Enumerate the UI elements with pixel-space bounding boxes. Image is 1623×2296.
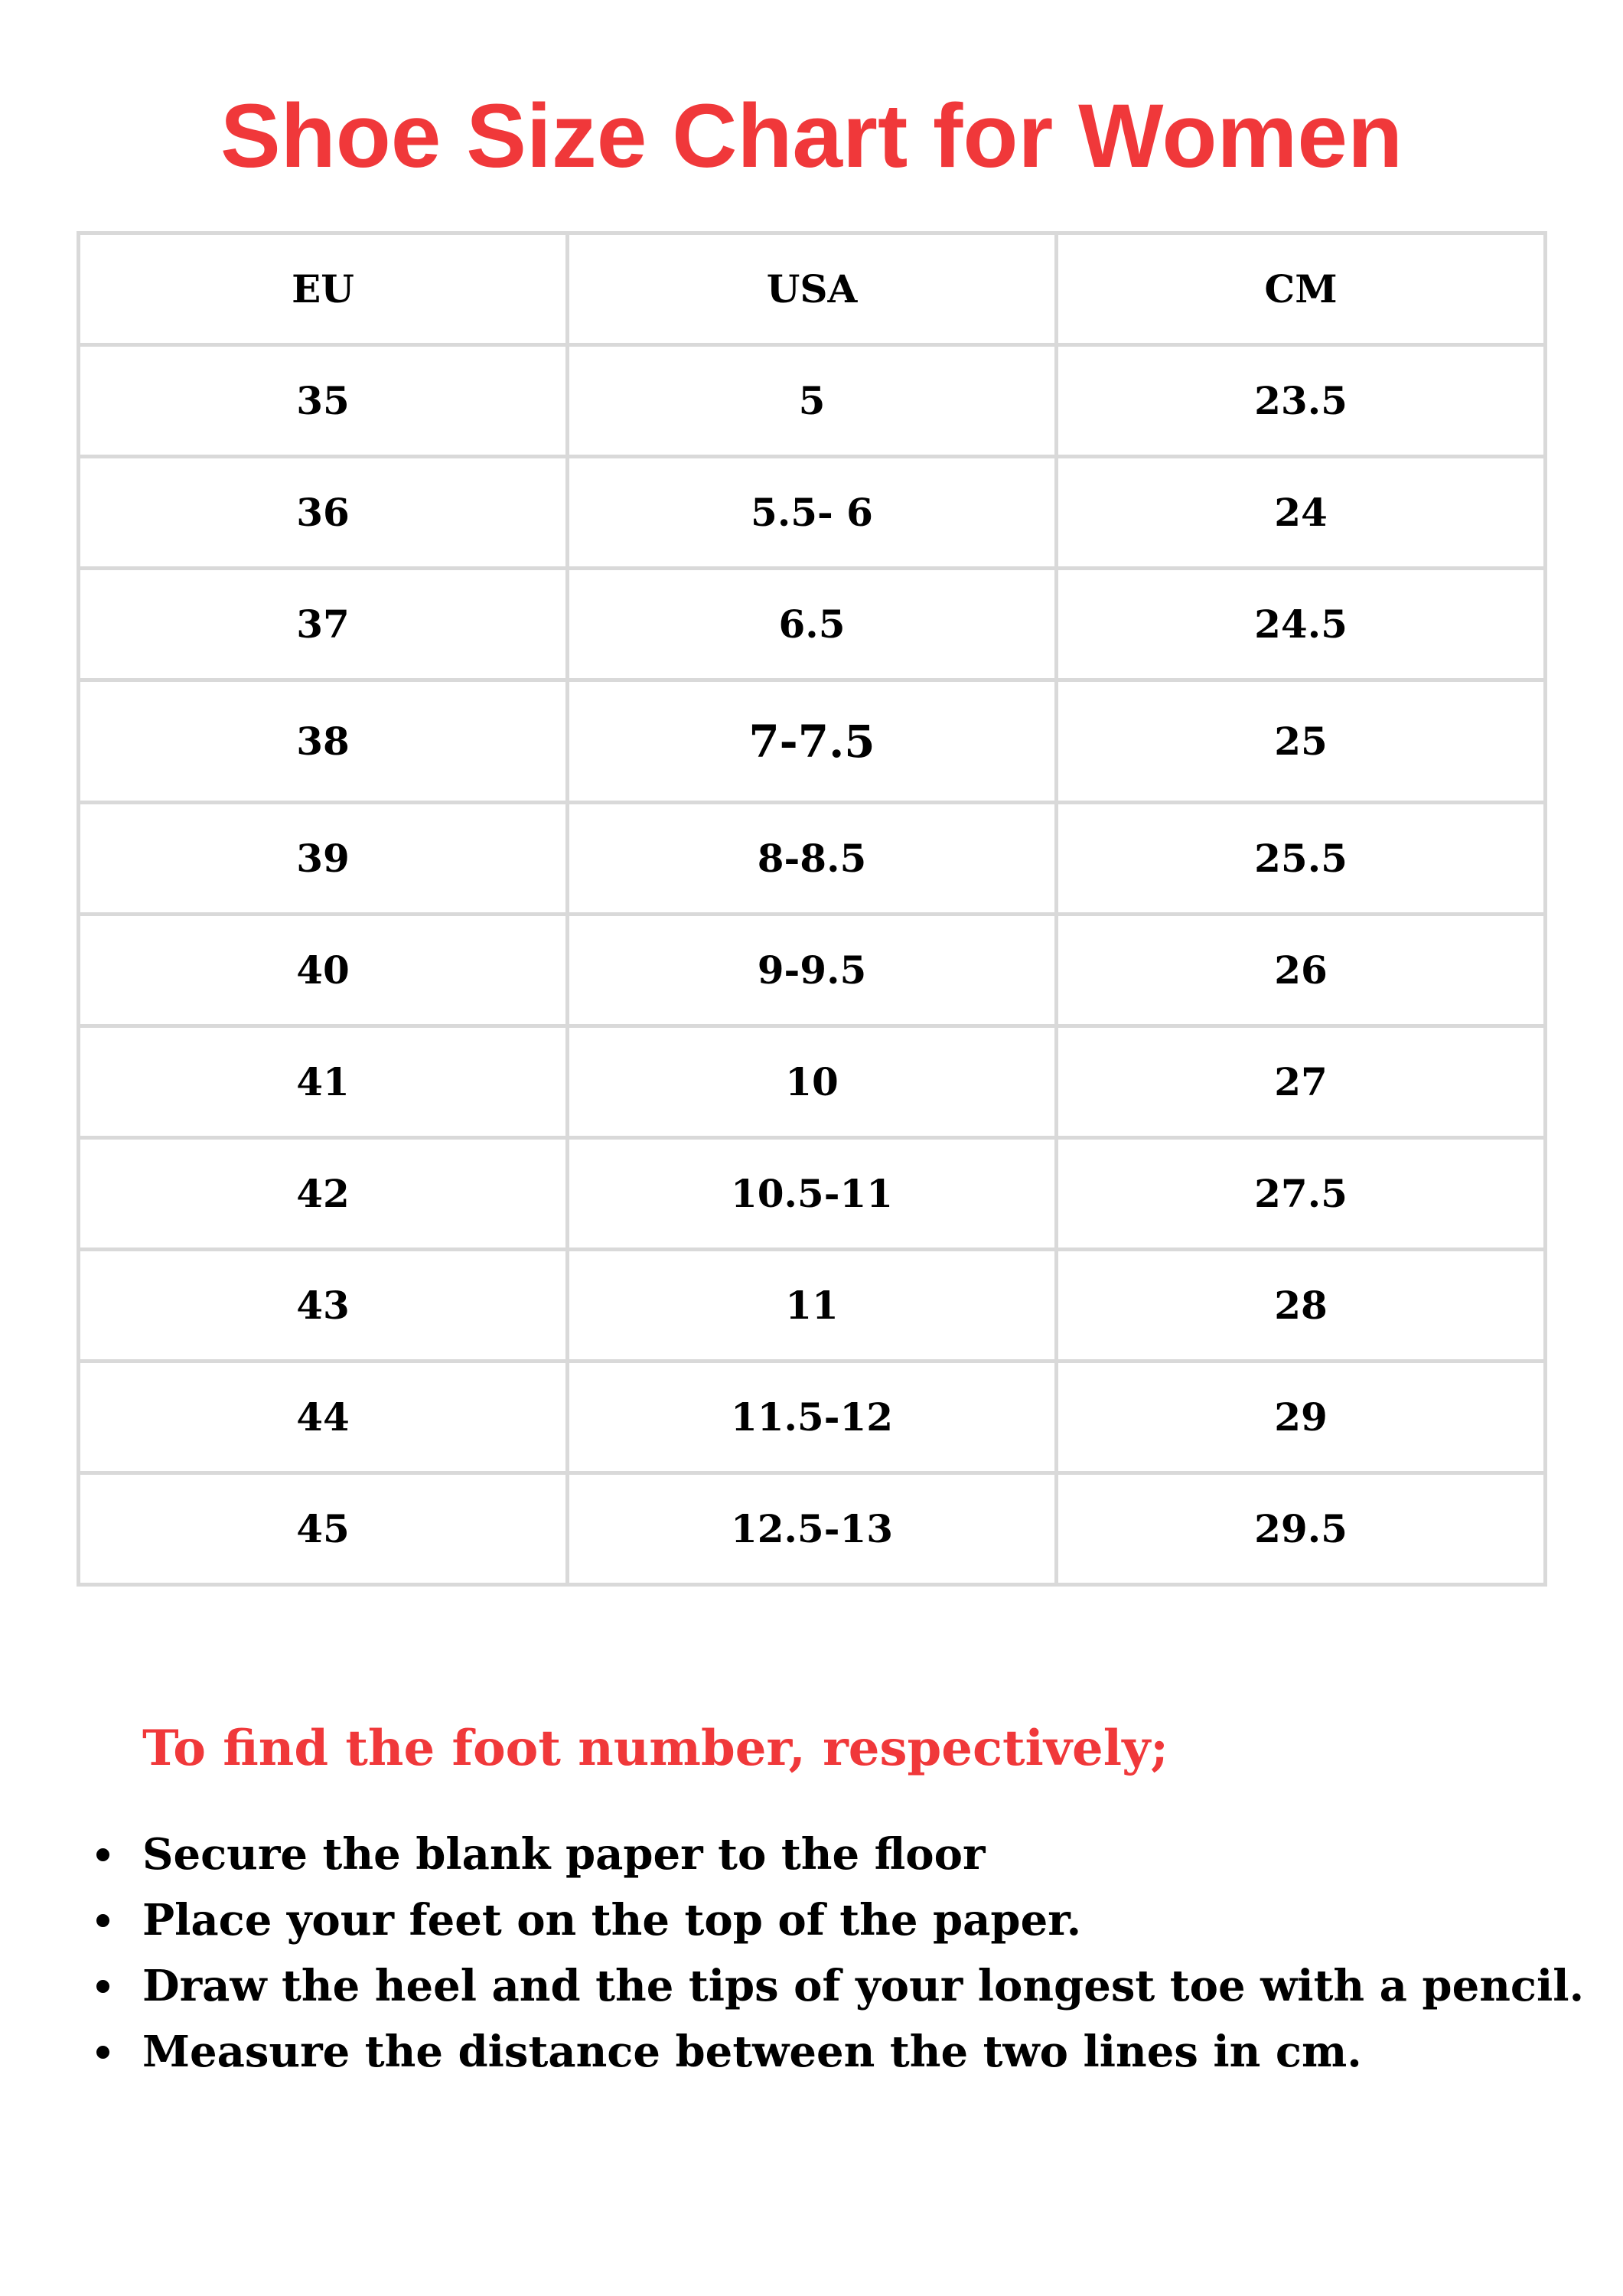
usa-cell: 8-8.5 bbox=[568, 803, 1057, 915]
table-row bbox=[79, 803, 1546, 915]
instructions-heading: To find the foot number, respectively; bbox=[142, 1720, 1168, 1777]
eu-cell: 37 bbox=[79, 569, 568, 680]
header-cm: CM bbox=[1057, 233, 1546, 345]
usa-cell: 5 bbox=[568, 345, 1057, 457]
step-text: Draw the heel and the tips of your longest toe with a pencil. bbox=[142, 1961, 1585, 2011]
table-row bbox=[79, 457, 1546, 569]
cm-cell: 24.5 bbox=[1057, 569, 1546, 680]
size-table bbox=[77, 231, 1547, 1587]
usa-cell: 7-7.5 bbox=[568, 680, 1057, 803]
usa-cell: 12.5-13 bbox=[568, 1473, 1057, 1585]
eu-cell: 43 bbox=[79, 1250, 568, 1362]
header-eu: EU bbox=[79, 233, 568, 345]
eu-cell: 44 bbox=[79, 1362, 568, 1473]
cm-cell: 27.5 bbox=[1057, 1138, 1546, 1250]
usa-cell: 5.5- 6 bbox=[568, 457, 1057, 569]
usa-cell: 9-9.5 bbox=[568, 915, 1057, 1026]
instructions-list bbox=[142, 1821, 1585, 2085]
bullet-icon bbox=[96, 1848, 109, 1861]
cm-cell: 23.5 bbox=[1057, 345, 1546, 457]
table-row bbox=[79, 1362, 1546, 1473]
bullet-icon bbox=[96, 1914, 109, 1927]
list-item bbox=[142, 2019, 1581, 2085]
table-row bbox=[79, 569, 1546, 680]
cm-cell: 29 bbox=[1057, 1362, 1546, 1473]
page-title: Shoe Size Chart for Women bbox=[220, 86, 1403, 187]
eu-cell: 38 bbox=[79, 680, 568, 803]
table-row bbox=[79, 1026, 1546, 1138]
bullet-icon bbox=[96, 2046, 109, 2059]
table-row bbox=[79, 915, 1546, 1026]
list-item bbox=[142, 1821, 1581, 1887]
eu-cell: 36 bbox=[79, 457, 568, 569]
table-row bbox=[79, 1473, 1546, 1585]
list-item bbox=[142, 1887, 1581, 1953]
table-header-row bbox=[79, 233, 1546, 345]
cm-cell: 25.5 bbox=[1057, 803, 1546, 915]
usa-cell: 10.5-11 bbox=[568, 1138, 1057, 1250]
usa-cell: 11 bbox=[568, 1250, 1057, 1362]
bullet-icon bbox=[96, 1980, 109, 1993]
eu-cell: 45 bbox=[79, 1473, 568, 1585]
usa-cell: 6.5 bbox=[568, 569, 1057, 680]
cm-cell: 25 bbox=[1057, 680, 1546, 803]
header-usa: USA bbox=[568, 233, 1057, 345]
eu-cell: 42 bbox=[79, 1138, 568, 1250]
eu-cell: 41 bbox=[79, 1026, 568, 1138]
cm-cell: 26 bbox=[1057, 915, 1546, 1026]
eu-cell: 35 bbox=[79, 345, 568, 457]
step-text: Measure the distance between the two lines in cm. bbox=[142, 2027, 1362, 2077]
cm-cell: 24 bbox=[1057, 457, 1546, 569]
table-row bbox=[79, 680, 1546, 803]
table-row bbox=[79, 1138, 1546, 1250]
table-row bbox=[79, 345, 1546, 457]
step-text: Secure the blank paper to the floor bbox=[142, 1829, 986, 1880]
cm-cell: 27 bbox=[1057, 1026, 1546, 1138]
usa-cell: 11.5-12 bbox=[568, 1362, 1057, 1473]
eu-cell: 39 bbox=[79, 803, 568, 915]
usa-cell: 10 bbox=[568, 1026, 1057, 1138]
cm-cell: 29.5 bbox=[1057, 1473, 1546, 1585]
list-item bbox=[142, 1953, 1585, 2019]
eu-cell: 40 bbox=[79, 915, 568, 1026]
step-text: Place your feet on the top of the paper. bbox=[142, 1895, 1082, 1945]
cm-cell: 28 bbox=[1057, 1250, 1546, 1362]
table-row bbox=[79, 1250, 1546, 1362]
